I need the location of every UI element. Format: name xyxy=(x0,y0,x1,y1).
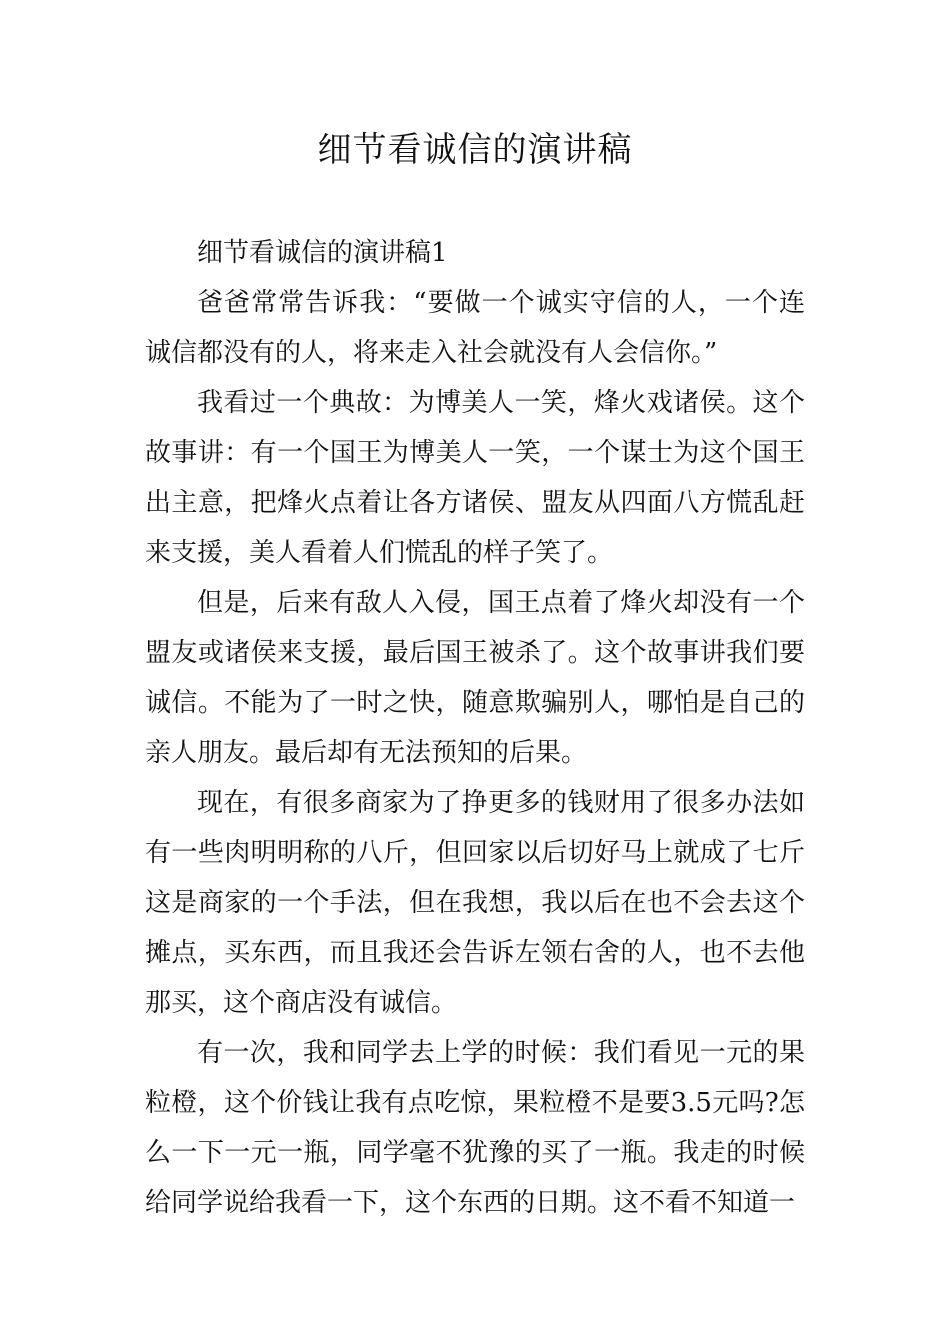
document-body xyxy=(145,228,805,1228)
paragraph-1: 爸爸常常告诉我：“要做一个诚实守信的人，一个连诚信都没有的人，将来走入社会就没有人会信你。” xyxy=(145,288,805,368)
paragraph-5: 有一次，我和同学去上学的时候：我们看见一元的果粒橙，这个价钱让我有点吃惊，果粒橙不是要3.5元吗?怎么一下一元一瓶，同学毫不犹豫的买了一瓶。我走的时候给同学说给我看一下，这个东西的日期。这不看不知道一 xyxy=(145,1038,805,1218)
document-title: 细节看诚信的演讲稿 xyxy=(317,130,633,170)
paragraph-4: 现在，有很多商家为了挣更多的钱财用了很多办法如有一些肉明明称的八斤，但回家以后切好马上就成了七斤这是商家的一个手法，但在我想，我以后在也不会去这个摊点，买东西，而且我还会告诉左领右舍的人，也不去他那买，这个商店没有诚信。 xyxy=(145,788,805,1018)
paragraph-3: 但是，后来有敌人入侵，国王点着了烽火却没有一个盟友或诸侯来支援，最后国王被杀了。这个故事讲我们要诚信。不能为了一时之快，随意欺骗别人，哪怕是自己的亲人朋友。最后却有无法预知的后果。 xyxy=(145,588,805,768)
section-heading: 细节看诚信的演讲稿1 xyxy=(197,238,448,268)
paragraph-2: 我看过一个典故：为博美人一笑，烽火戏诸侯。这个故事讲：有一个国王为博美人一笑，一个谋士为这个国王出主意，把烽火点着让各方诸侯、盟友从四面八方慌乱赶来支援，美人看着人们慌乱的样子笑了。 xyxy=(145,388,805,568)
